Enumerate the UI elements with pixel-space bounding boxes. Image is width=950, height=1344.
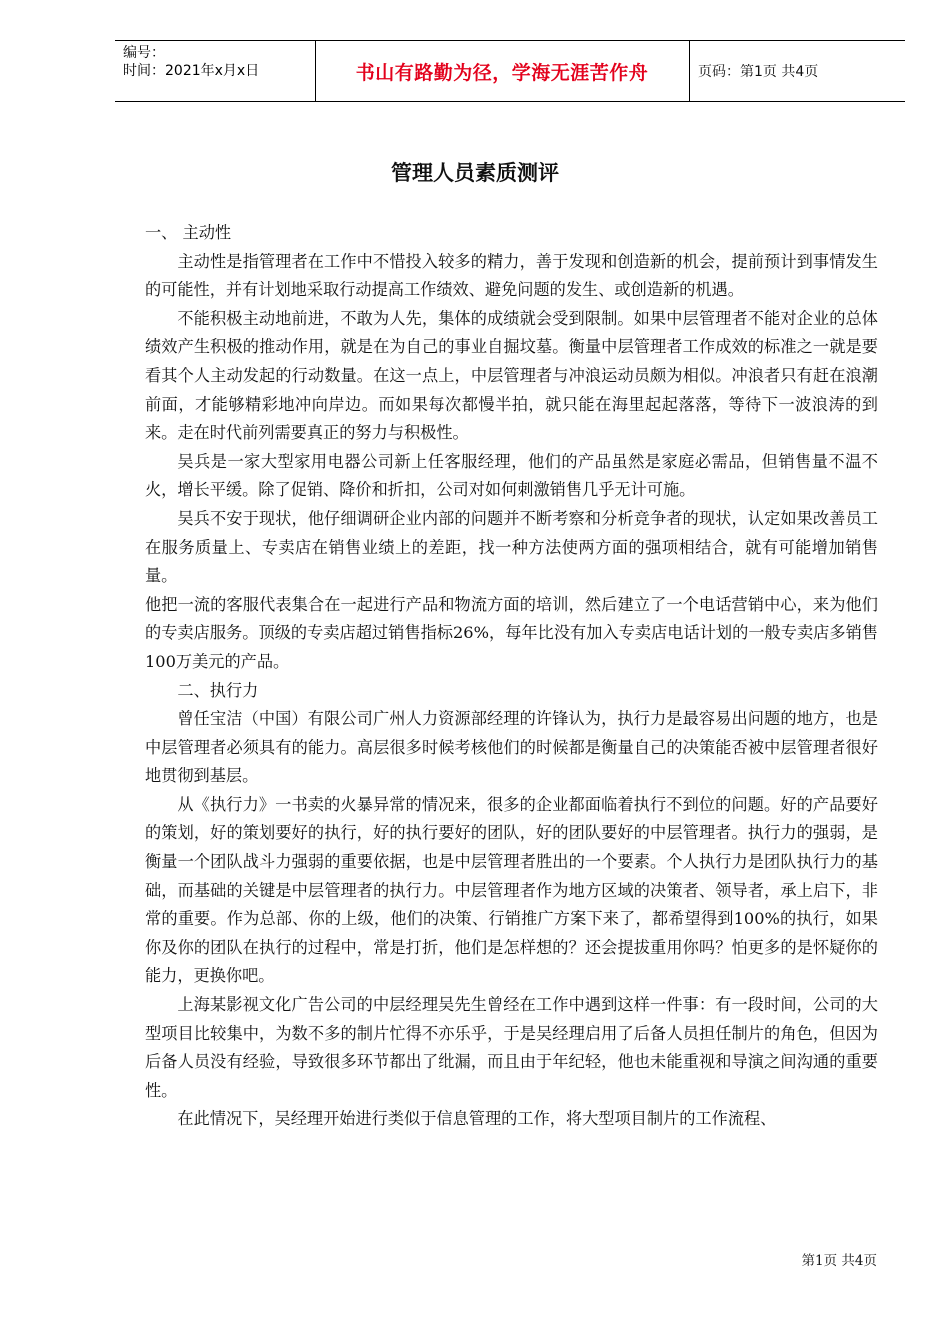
section-heading-execution: 二、执行力 — [177, 680, 259, 700]
header-motto-cell — [315, 41, 690, 101]
page-footer-number: 第1页 共4页 — [801, 1253, 877, 1269]
document-date: 时间：2021年x月x日 — [123, 63, 260, 79]
document-body — [145, 219, 878, 1134]
paragraph: 吴兵不安于现状，他仔细调研企业内部的问题并不断考察和分析竞争者的现状，认定如果改善员工在服务质量上、专卖店在销售业绩上的差距，找一种方法使两方面的强项相结合，就有可能增加销售量。 — [145, 508, 878, 586]
header-page-info: 页码：第1页 共4页 — [698, 64, 819, 80]
header-meta — [115, 41, 316, 101]
paragraph: 从《执行力》一书卖的火暴异常的情况来，很多的企业都面临着执行不到位的问题。好的产品要好的策划，好的策划要好的执行，好的执行要好的团队，好的团队要好的中层管理者。执行力的强弱，是衡量一个团队战斗力强弱的重要依据，也是中层管理者胜出的一个要素。个人执行力是团队执行力的基础，而基础的关键是中层管理者的执行力。中层管理者作为地方区域的决策者、领导者，承上启下，非常的重要。作为总部、你的上级，他们的决策、行销推广方案下来了，都希望得到100%的执行，如果你及你的团队在执行的过程中，常是打折，他们是怎样想的？还会提拔重用你吗？怕更多的是怀疑你的能力，更换你吧。 — [145, 794, 878, 986]
paragraph: 吴兵是一家大型家用电器公司新上任客服经理，他们的产品虽然是家庭必需品，但销售量不温不火，增长平缓。除了促销、降价和折扣，公司对如何刺激销售几乎无计可施。 — [145, 451, 878, 500]
paragraph: 在此情况下，吴经理开始进行类似于信息管理的工作，将大型项目制片的工作流程、 — [177, 1109, 777, 1129]
section-heading-initiative: 一、 主动性 — [145, 223, 232, 242]
document-title: 管理人员素质测评 — [391, 161, 559, 185]
document-number-label: 编号： — [123, 45, 165, 61]
paragraph: 曾任宝洁（中国）有限公司广州人力资源部经理的许锋认为，执行力是最容易出问题的地方，也是中层管理者必须具有的能力。高层很多时候考核他们的时候都是衡量自己的决策能否被中层管理者很好地贯彻到基层。 — [145, 709, 878, 786]
header-motto: 书山有路勤为径，学海无涯苦作舟 — [355, 61, 649, 84]
paragraph: 上海某影视文化广告公司的中层经理吴先生曾经在工作中遇到这样一件事：有一段时间，公司的大型项目比较集中，为数不多的制片忙得不亦乐乎，于是吴经理启用了后备人员担任制片的角色，但因为后备人员没有经验，导致很多环节都出了纰漏，而且由于年纪轻，他也未能重视和导演之间沟通的重要性。 — [145, 995, 878, 1100]
page-header — [115, 40, 905, 102]
header-page-cell — [690, 41, 905, 101]
paragraph: 不能积极主动地前进，不敢为人先，集体的成绩就会受到限制。如果中层管理者不能对企业的总体绩效产生积极的推动作用，就是在为自己的事业自掘坟墓。衡量中层管理者工作成效的标准之一就是要看其个人主动发起的行动数量。在这一点上，中层管理者与冲浪运动员颇为相似。冲浪者只有赶在浪潮前面，才能够精彩地冲向岸边。而如果每次都慢半拍，就只能在海里起起落落，等待下一波浪涛的到来。走在时代前列需要真正的努力与积极性。 — [145, 308, 878, 443]
paragraph: 主动性是指管理者在工作中不惜投入较多的精力，善于发现和创造新的机会，提前预计到事情发生的可能性，并有计划地采取行动提高工作绩效、避免问题的发生、或创造新的机遇。 — [145, 251, 878, 300]
paragraph: 他把一流的客服代表集合在一起进行产品和物流方面的培训，然后建立了一个电话营销中心，来为他们的专卖店服务。顶级的专卖店超过销售指标26%，每年比没有加入专卖店电话计划的一般专卖店多销售100万美元的产品。 — [145, 594, 878, 671]
